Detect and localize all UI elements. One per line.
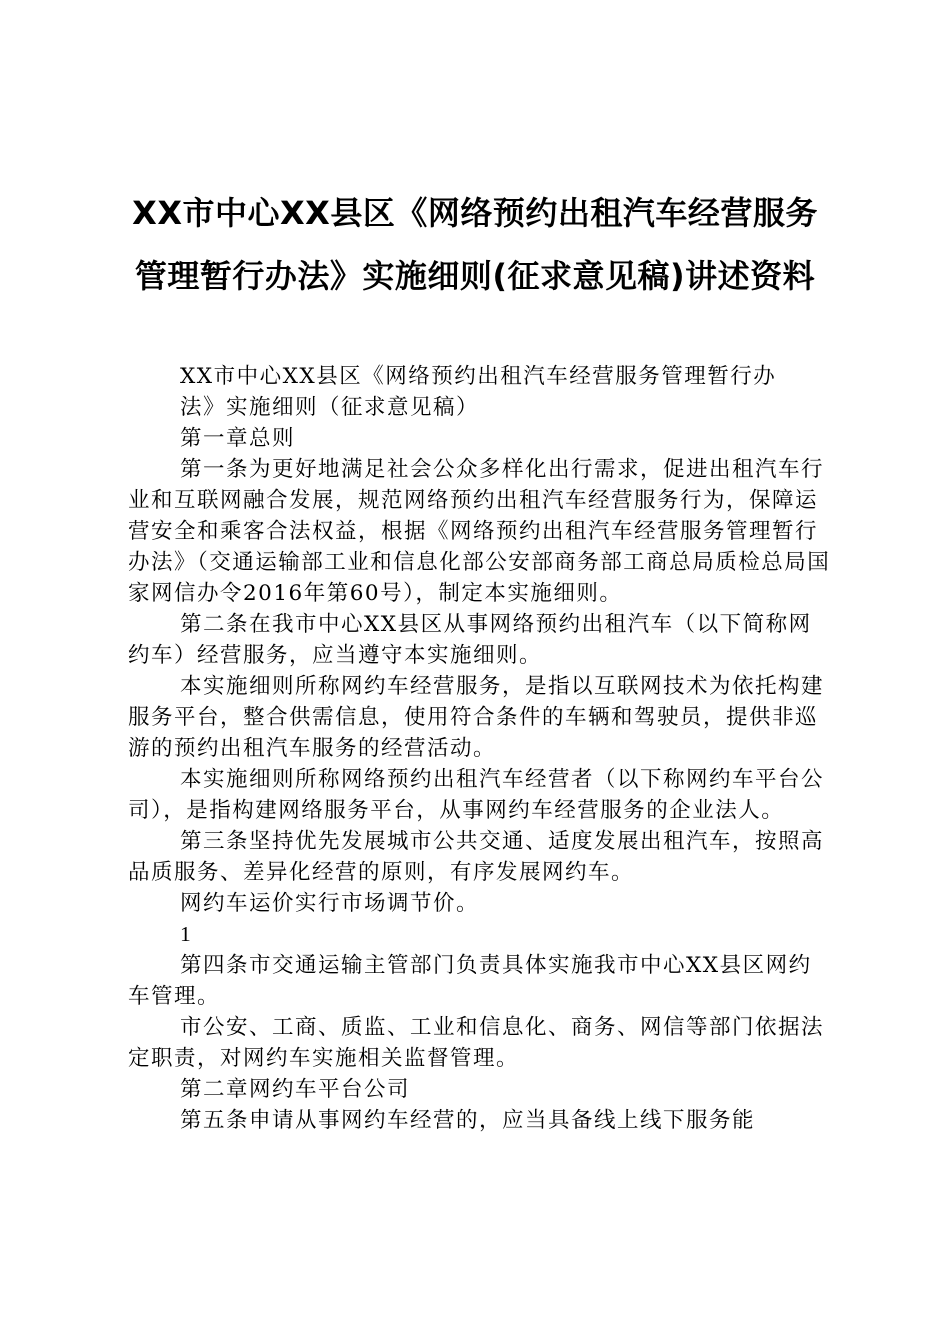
page-number: 1 xyxy=(180,922,193,946)
article-3-pricing: 网约车运价实行市场调节价。 xyxy=(180,891,480,916)
chapter-heading-1: 第一章总则 xyxy=(180,426,296,451)
document-body xyxy=(128,361,832,1136)
document-subtitle: XX市中心XX县区《网络预约出租汽车经营服务管理暂行办法》实施细则（征求意见稿） xyxy=(180,364,777,420)
article-4-departments: 市公安、工商、质监、工业和信息化、商务、网信等部门依据法定职责，对网约车实施相关监督管理。 xyxy=(128,1015,825,1071)
article-1: 第一条为更好地满足社会公众多样化出行需求，促进出租汽车行业和互联网融合发展，规范网络预约出租汽车经营服务行为，保障运营安全和乘客合法权益，根据《网络预约出租汽车经营服务管理暂行办法》（交通运输部工业和信息化部公安部商务部工商总局质检总局国家网信办令2016年第60号），制定本实施细则。 xyxy=(128,457,831,606)
article-2-definition-operator: 本实施细则所称网络预约出租汽车经营者（以下称网约车平台公司），是指构建网络服务平台，从事网约车经营服务的企业法人。 xyxy=(128,767,825,823)
article-5: 第五条申请从事网约车经营的，应当具备线上线下服务能 xyxy=(180,1108,756,1133)
article-2: 第二条在我市中心XX县区从事网络预约出租汽车（以下简称网约车）经营服务，应当遵守本实施细则。 xyxy=(128,612,812,668)
chapter-heading-2: 第二章网约车平台公司 xyxy=(180,1077,411,1102)
article-4: 第四条市交通运输主管部门负责具体实施我市中心XX县区网约车管理。 xyxy=(128,953,812,1009)
article-2-definition-service: 本实施细则所称网约车经营服务，是指以互联网技术为依托构建服务平台，整合供需信息，使用符合条件的车辆和驾驶员，提供非巡游的预约出租汽车服务的经营活动。 xyxy=(128,674,825,761)
article-3: 第三条坚持优先发展城市公共交通、适度发展出租汽车，按照高品质服务、差异化经营的原则，有序发展网约车。 xyxy=(128,829,825,885)
document-title: XX市中心XX县区《网络预约出租汽车经营服务管理暂行办法》实施细则(征求意见稿)讲述资料 xyxy=(132,194,818,295)
